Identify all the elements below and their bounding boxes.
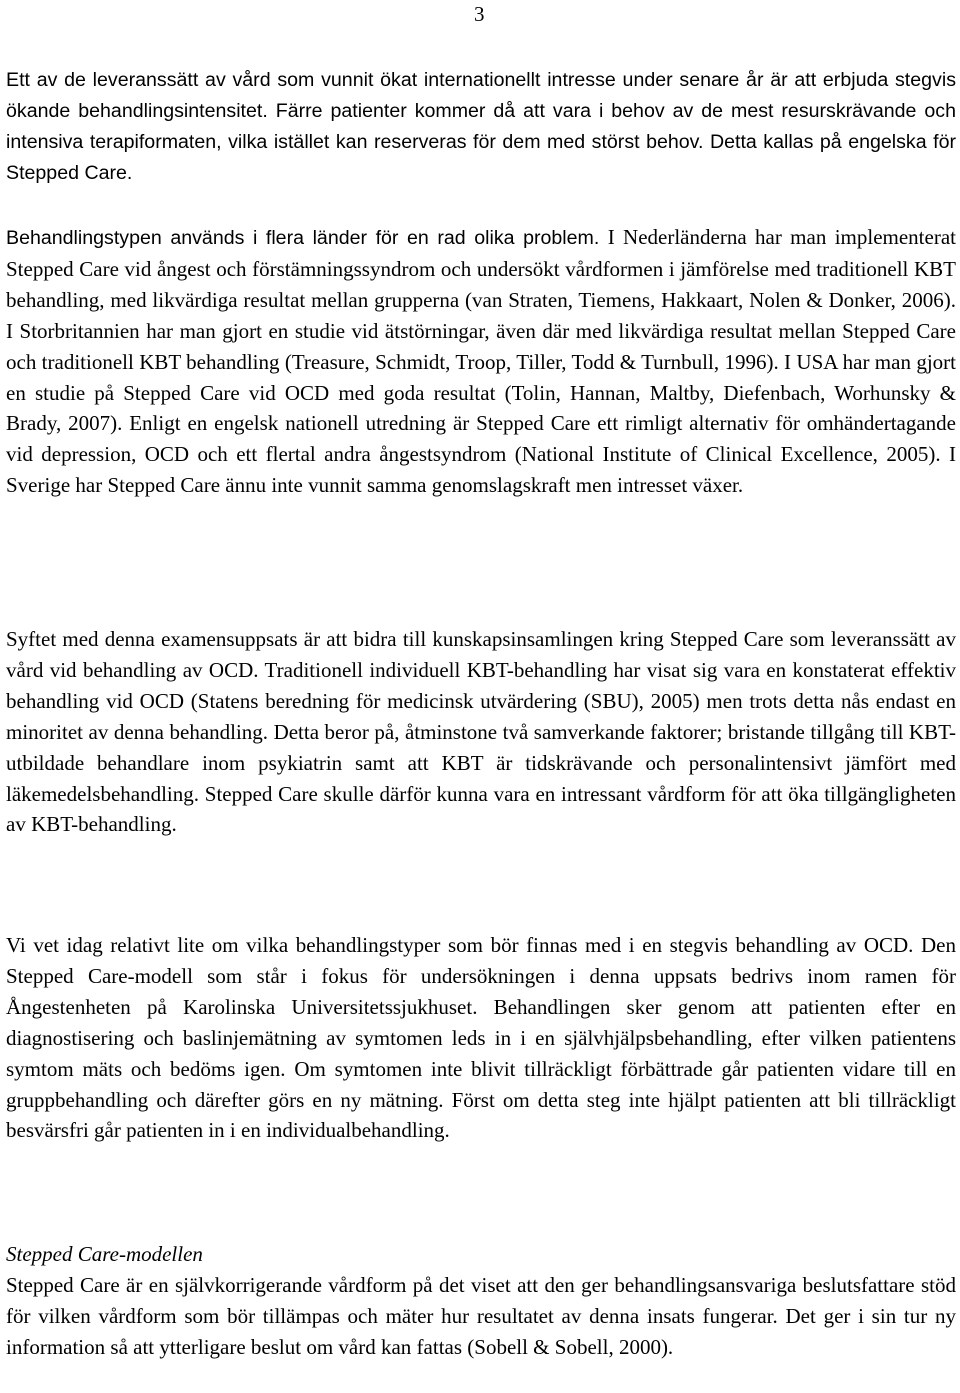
paragraph-model-description: Vi vet idag relativt lite om vilka behandlingstyper som bör finnas med i en stegvis behandling av OCD. Den Stepped Care-modell som står i fokus för undersökningen i denna uppsats bedrivs inom ramen för Ångestenheten på Karolinska Universitetssjukhuset. Behandlingen sker genom att patienten efter en diagnostisering och baslinjemätning av symtomen leds in i en självhjälpsbehandling, efter vilken patientens symtom mäts och bedöms igen. Om symtomen inte blivit tillräckligt förbättrade går patienten vidare till en gruppbehandling och därefter görs en ny mätning. Först om detta steg inte hjälpt patienten att bli tillräckligt besvärsfri går patienten in i en individualbehandling. <box>6 933 956 1143</box>
paragraph-model-definition: Stepped Care är en självkorrigerande vårdform på det viset att den ger behandlingsansvariga beslutsfattare stöd för vilken vårdform som bör tillämpas och mäter hur resultatet av denna insats fungerar. Det ger i sin tur ny information så att ytterligare beslut om vård kan fattas (Sobell & Sobell, 2000). <box>6 1273 956 1359</box>
paragraph-body-text: I Nederländerna har man implementerat Stepped Care vid ångest och förstämningssyndrom och undersökt vårdformen i jämförelse med traditionell KBT behandling, med likvärdiga resultat mellan grupperna (van Straten, Tiemens, Hakkaart, Nolen & Donker, 2006). I Storbritannien har man gjort en studie vid ätstörningar, även där med likvärdiga resultat mellan Stepped Care och traditionell KBT behandling (Treasure, Schmidt, Troop, Tiller, Todd & Turnbull, 1996). I USA har man gjort en studie på Stepped Care vid OCD med goda resultat (Tolin, Hannan, Maltby, Diefenbach, Worhunsky & Brady, 2007). Enligt en engelsk nationell utredning är Stepped Care ett rimligt alternativ för omhändertagande vid depression, OCD och ett flertal andra ångestsyndrom (National Institute of Clinical Excellence, 2005). I Sverige har Stepped Care ännu inte vunnit samma genomslagskraft men intresset växer. <box>6 225 956 498</box>
paragraph-purpose: Syftet med denna examensuppsats är att bidra till kunskapsinsamlingen kring Stepped Care som leveranssätt av vård vid behandling av OCD. Traditionell individuell KBT-behandling har visat sig vara en konstaterat effektiv behandling vid OCD (Statens beredning för medicinsk utvärdering (SBU), 2005) men trots detta nås endast en minoritet av denna behandling. Detta beror på, åtminstone två samverkande faktorer; bristande tillgång till KBT-utbildade behandlare inom psykiatrin samt att KBT är tidskrävande och personalintensivt jämfört med läkemedelsbehandling. Stepped Care skulle därför kunna vara en intressant vårdform för att öka tillgängligheten av KBT-behandling. <box>6 627 956 837</box>
section-heading: Stepped Care-modellen <box>6 1242 203 1266</box>
page-number: 3 <box>474 2 485 26</box>
paragraph-lead-sentence: Behandlingstypen används i flera länder för en rad olika problem. <box>6 227 600 249</box>
paragraph-international-use <box>6 222 956 501</box>
paragraph-intro: Ett av de leveranssätt av vård som vunnit ökat internationellt intresse under senare år är att erbjuda stegvis ökande behandlingsintensitet. Färre patienter kommer då att vara i behov av de mest resurskrävande och intensiva terapiformaten, vilka istället kan reserveras för dem med störst behov. Detta kallas på engelska för Stepped Care. <box>6 69 956 184</box>
